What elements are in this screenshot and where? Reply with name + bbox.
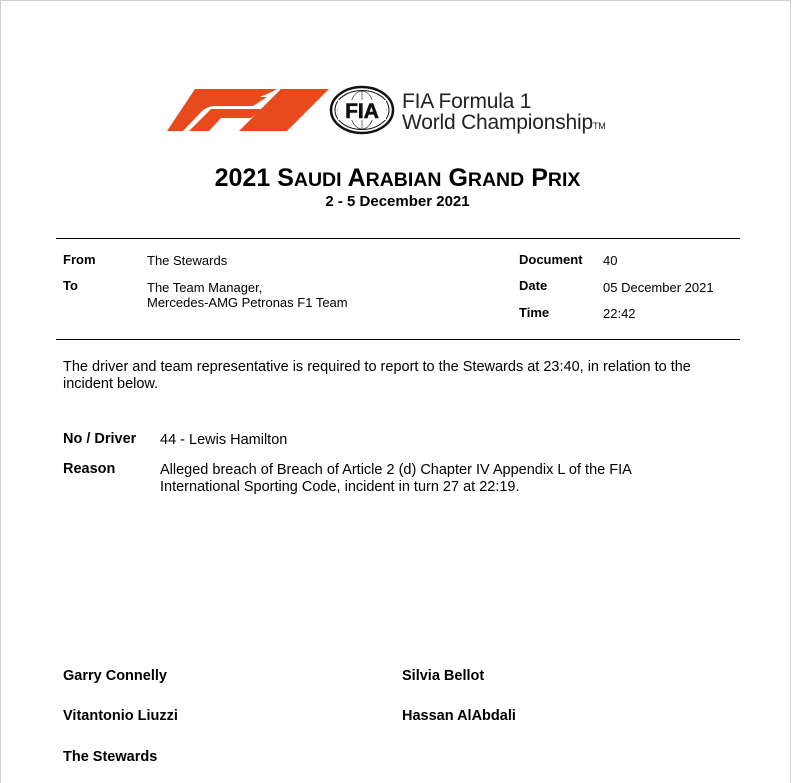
event-dates: 2 - 5 December 2021 xyxy=(325,193,470,210)
document-value: 40 xyxy=(603,253,618,268)
driver-label: No / Driver xyxy=(63,431,137,447)
steward-name: Vitantonio Liuzzi xyxy=(63,708,178,724)
from-value: The Stewards xyxy=(147,253,228,268)
reason-label: Reason xyxy=(63,461,116,477)
to-label: To xyxy=(63,278,78,293)
steward-name: Hassan AlAbdali xyxy=(402,708,516,724)
summons-text: The driver and team representative is required to report to the Stewards at 23:40, in relation to the incident below. xyxy=(63,359,691,392)
time-label: Time xyxy=(519,305,550,320)
reason-value: Alleged breach of Breach of Article 2 (d) Chapter IV Appendix L of the FIA International Sporting Code, incident in turn 27 at 22:19. xyxy=(160,462,632,495)
driver-value: 44 - Lewis Hamilton xyxy=(160,432,288,448)
date-label: Date xyxy=(519,278,548,293)
brand-line1: FIA Formula 1 xyxy=(402,90,532,113)
steward-name: Garry Connelly xyxy=(63,668,167,684)
to-value: The Team Manager, Mercedes-AMG Petronas F1 Team xyxy=(147,280,348,310)
stewards-footer: The Stewards xyxy=(63,749,158,765)
brand-line2: World ChampionshipTM xyxy=(402,111,606,134)
f1-logo-icon xyxy=(167,89,329,131)
svg-text:FIA: FIA xyxy=(345,100,379,123)
top-divider xyxy=(56,238,740,239)
fia-logo-icon xyxy=(329,85,395,135)
steward-name: Silvia Bellot xyxy=(402,668,485,684)
time-value: 22:42 xyxy=(603,306,636,321)
trademark-mark: TM xyxy=(592,121,606,131)
bottom-divider xyxy=(56,339,740,340)
date-value: 05 December 2021 xyxy=(603,280,714,295)
brand-text xyxy=(402,91,606,137)
event-title: 2021 SAUDI ARABIAN GRAND PRIX xyxy=(214,164,581,192)
from-label: From xyxy=(63,252,96,267)
document-label: Document xyxy=(519,252,583,267)
